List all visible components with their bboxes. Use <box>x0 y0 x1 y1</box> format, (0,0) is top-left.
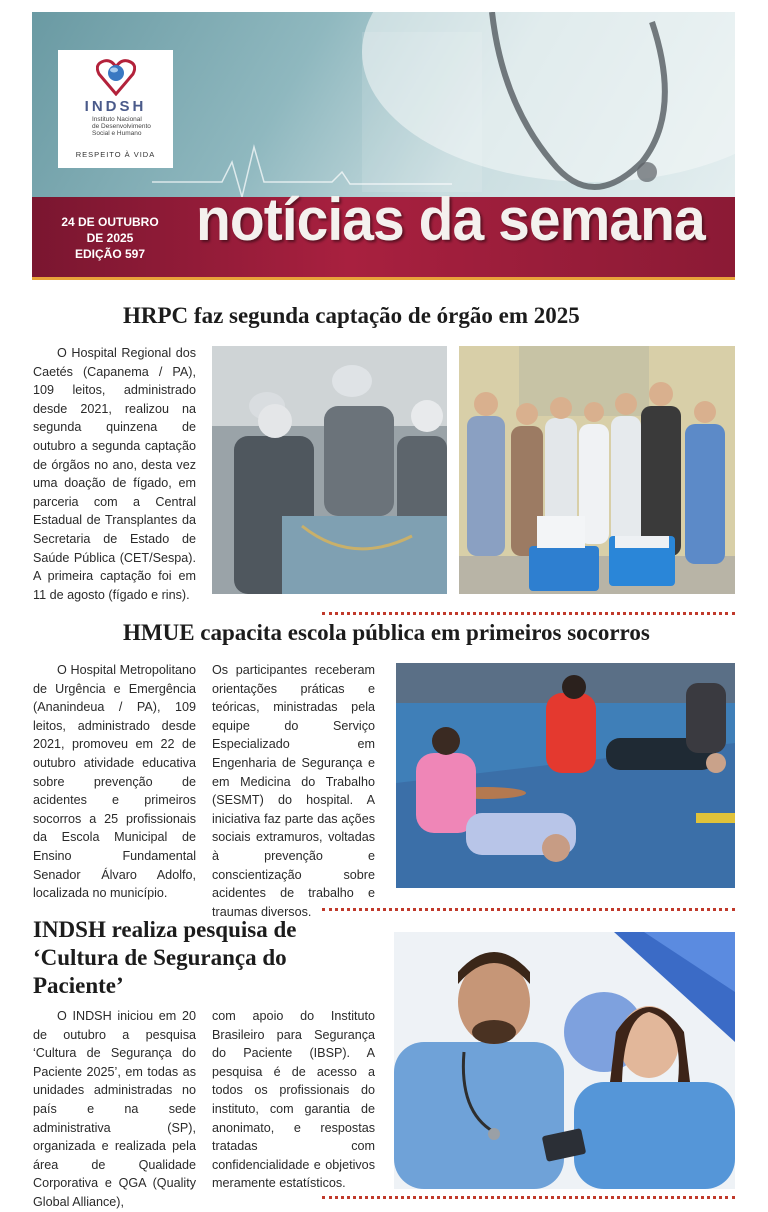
heart-globe-icon <box>96 58 136 96</box>
edition-date <box>40 214 180 262</box>
logo-name: INDSH <box>84 98 147 115</box>
article-3-body-col1: O INDSH iniciou em 20 de outubro a pesquisa ‘Cultura de Segurança do Paciente 2025’, em todas as unidades administradas no país e na sede administrativa (SP), organizada e realizada pela área de Qualidade Corporativa e QGA (Quality Global Alliance), <box>33 1009 196 1209</box>
date-line: DE 2025 <box>86 231 134 245</box>
healthcare-photo-image <box>394 932 735 1189</box>
healthcare-workers-photo <box>394 932 735 1189</box>
first-aid-photo-image <box>396 663 735 888</box>
date-line: 24 DE OUTUBRO <box>61 215 159 229</box>
section-divider <box>322 908 735 911</box>
surgery-photo <box>212 346 447 594</box>
article-2-body-col2: Os participantes receberam orientações práticas e teóricas, ministradas pela equipe do Serviço Especializado em Engenharia de Segurança e em Medicina do Trabalho (SESMT) do hospital. A iniciativa faz parte das ações sociais extramuros, voltadas à prevenção e conscientização sobre acidentes de trabalho e traumas diversos. <box>212 663 375 919</box>
article-1-title: HRPC faz segunda captação de órgão em 2025 <box>123 303 580 328</box>
logo-motto: RESPEITO À VIDA <box>75 150 156 159</box>
article-3-title-line: INDSH realiza pesquisa de <box>33 917 297 942</box>
section-divider <box>322 1196 735 1199</box>
logo-subtitle-line: Social e Humano <box>92 130 142 137</box>
article-3-title-line: ‘Cultura de Segurança do <box>33 945 287 970</box>
logo-subtitle-line: de Desenvolvimento <box>92 123 151 130</box>
article-2-title: HMUE capacita escola pública em primeiros socorros <box>123 620 650 645</box>
team-photo-image <box>459 346 735 594</box>
edition-number: EDIÇÃO 597 <box>74 247 146 261</box>
section-divider <box>322 612 735 615</box>
logo-subtitle-line: Instituto Nacional <box>92 116 142 123</box>
surgery-photo-image <box>212 346 447 594</box>
team-photo <box>459 346 735 594</box>
newsletter-header <box>32 12 735 280</box>
article-1-body: O Hospital Regional dos Caetés (Capanema / PA), 109 leitos, administrado desde 2021, realizou na segunda quinzena de outubro a segunda captação de órgãos no ano, desta vez uma doação de fígado, em parceria com a Central Estadual de Transplantes da Secretaria de Estado de Saúde Pública (CET/Sespa). A primeira captação foi em 11 de agosto (fígado e rins). <box>33 346 196 602</box>
indsh-logo <box>58 50 173 168</box>
header-band <box>32 186 735 277</box>
first-aid-training-photo <box>396 663 735 888</box>
article-2-body-col1: O Hospital Metropolitano de Urgência e Emergência (Ananindeua / PA), 109 leitos, administrado desde 2021, promoveu em 22 de outubro atividade educativa sobre prevenção de acidentes e primeiros socorros a 25 profissionais da Escola Municipal de Ensino Fundamental Senador Álvaro Adolfo, localizada no município. <box>33 663 196 901</box>
article-3-title <box>33 916 296 1000</box>
header-accent-line <box>32 277 735 280</box>
newsletter-title: notícias da semana <box>196 186 705 253</box>
article-3-title-line: Paciente’ <box>33 973 124 998</box>
logo-subtitle <box>92 116 151 137</box>
article-3-body-col2: com apoio do Instituto Brasileiro para Segurança do Paciente (IBSP). A pesquisa é de acesso a todos os profissionais do instituto, com garantia de anonimato, e respostas tratadas com confidencialidade e objetivos meramente estatísticos. <box>212 1009 375 1191</box>
